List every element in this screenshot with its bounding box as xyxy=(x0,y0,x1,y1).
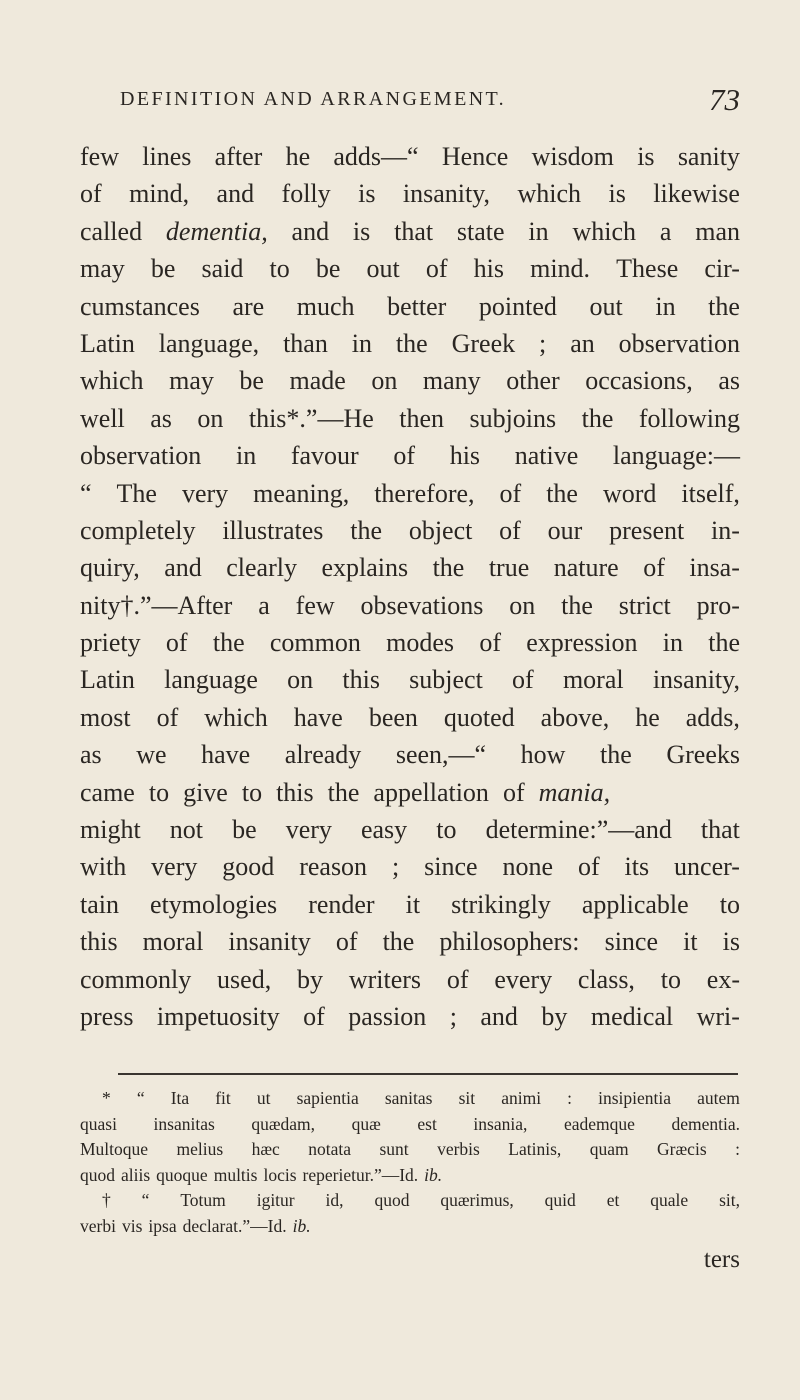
word: strikingly xyxy=(451,889,551,919)
word: passion xyxy=(348,1001,427,1031)
word: insanity xyxy=(228,927,311,957)
word: came xyxy=(80,777,135,807)
word: moral xyxy=(142,927,204,957)
word: this xyxy=(80,927,118,957)
word: be xyxy=(239,366,264,396)
word: “ xyxy=(141,1190,150,1211)
word: the xyxy=(600,740,632,770)
word: sit xyxy=(458,1088,476,1108)
word: Multoque xyxy=(80,1139,149,1160)
word: ipsa xyxy=(148,1215,177,1236)
text-line xyxy=(80,400,740,437)
word: folly xyxy=(281,179,331,209)
word: in xyxy=(351,328,372,358)
word: illustrates xyxy=(222,515,324,545)
word: Greeks xyxy=(666,740,740,770)
word: this xyxy=(276,777,314,807)
text-line xyxy=(80,848,740,885)
word: adds, xyxy=(685,702,740,732)
word: quasi xyxy=(80,1113,117,1134)
word: cumstances xyxy=(80,291,200,321)
word: sit, xyxy=(719,1190,740,1211)
word: not xyxy=(169,815,203,845)
word: of xyxy=(499,478,522,508)
word: ib. xyxy=(424,1164,443,1185)
word: Totum xyxy=(180,1190,226,1211)
word: insa- xyxy=(689,553,740,583)
word: the xyxy=(546,478,578,508)
word: philosophers: xyxy=(439,927,580,957)
word: to xyxy=(241,777,263,807)
word: and xyxy=(480,1001,518,1031)
word: that xyxy=(700,815,740,845)
word: quærimus, xyxy=(440,1190,514,1211)
word: seen,—“ xyxy=(395,740,487,770)
word: its xyxy=(624,852,650,882)
word: observation xyxy=(618,328,740,358)
word: wisdom xyxy=(531,142,614,171)
word: pro- xyxy=(696,590,740,620)
word: Latinis, xyxy=(508,1139,562,1160)
word: to xyxy=(719,889,740,919)
word: made xyxy=(289,366,346,396)
word: quædam, xyxy=(251,1113,316,1134)
word: since xyxy=(604,927,659,957)
word: quiry, xyxy=(80,553,140,583)
word: a xyxy=(659,216,672,246)
word: hæc xyxy=(251,1139,280,1160)
footnotes xyxy=(80,1086,740,1240)
word: occasions, xyxy=(585,366,693,396)
word: verbi xyxy=(80,1215,116,1236)
word: These xyxy=(616,254,679,284)
word: meaning, xyxy=(253,478,350,508)
word: of xyxy=(393,441,416,471)
word: notata xyxy=(308,1139,352,1160)
text-line xyxy=(80,624,740,661)
word: adds—“ xyxy=(333,142,419,171)
word: very xyxy=(181,478,229,508)
word: mind, xyxy=(129,179,190,209)
word: on xyxy=(287,665,314,695)
word: in xyxy=(235,441,257,471)
text-line xyxy=(80,362,740,399)
word: an xyxy=(570,328,595,358)
word: is xyxy=(608,179,626,209)
word: verbis xyxy=(437,1139,480,1160)
word: insanitas xyxy=(153,1113,215,1134)
word: he xyxy=(285,142,311,171)
page-header xyxy=(120,82,740,116)
word: dementia. xyxy=(671,1113,740,1134)
body-text xyxy=(80,138,740,1035)
word: * xyxy=(102,1088,111,1108)
word: in xyxy=(662,628,683,658)
word: pointed xyxy=(478,291,557,321)
word: as xyxy=(718,366,740,396)
word: man xyxy=(695,216,740,246)
word: the xyxy=(350,515,382,545)
word: easy xyxy=(360,815,408,845)
word: out xyxy=(366,254,400,284)
word: our xyxy=(547,515,583,545)
word: good xyxy=(222,852,275,882)
word: than xyxy=(283,328,328,358)
word: favour xyxy=(290,441,359,471)
word: state xyxy=(456,216,505,246)
word: in- xyxy=(711,515,740,545)
word: reperietur.”—Id. xyxy=(302,1164,419,1185)
word: modes xyxy=(386,628,455,658)
word: in xyxy=(655,291,676,321)
word: of xyxy=(335,927,358,957)
word: he xyxy=(635,702,660,732)
word: Greek xyxy=(451,328,516,358)
word: of xyxy=(303,1001,325,1031)
word: have xyxy=(201,740,251,770)
word: none xyxy=(502,852,554,882)
word: lines xyxy=(142,142,192,171)
word: to xyxy=(269,254,290,284)
word: uncer- xyxy=(674,852,740,882)
word: : xyxy=(567,1088,573,1108)
word: moral xyxy=(562,665,624,695)
word: Græcis xyxy=(657,1139,707,1160)
word: subject xyxy=(409,665,483,695)
word: determine:”—and xyxy=(485,815,672,845)
word: of xyxy=(643,553,665,583)
word: called xyxy=(80,216,143,246)
word: sanity xyxy=(677,142,740,171)
footnote-line xyxy=(80,1137,740,1163)
word: of xyxy=(165,628,188,658)
word: of xyxy=(479,628,501,658)
word: the xyxy=(581,403,614,433)
word: very xyxy=(151,852,198,882)
word: ; xyxy=(539,328,547,358)
word: we xyxy=(136,740,167,770)
word: † xyxy=(102,1190,111,1211)
text-line xyxy=(80,325,740,362)
word: by xyxy=(297,964,324,994)
word: of xyxy=(502,777,525,807)
word: of xyxy=(512,665,534,695)
word: the xyxy=(395,328,428,358)
text-line xyxy=(80,587,740,624)
text-line xyxy=(80,774,740,811)
text-line xyxy=(80,736,740,773)
word: is xyxy=(358,179,376,209)
word: the xyxy=(708,628,740,658)
word: after xyxy=(214,142,263,171)
text-line xyxy=(80,961,740,998)
word: insanity, xyxy=(402,179,491,209)
word: press xyxy=(80,1001,134,1031)
word: Hence xyxy=(441,142,509,171)
word: which xyxy=(572,216,637,246)
word: on xyxy=(197,403,224,433)
word: following xyxy=(638,403,740,433)
word: to xyxy=(660,964,681,994)
footnote-line xyxy=(80,1163,740,1189)
word: “ xyxy=(136,1088,145,1108)
word: of xyxy=(156,702,179,732)
text-line xyxy=(80,138,740,175)
word: already xyxy=(284,740,362,770)
word: explains xyxy=(321,553,409,583)
word: likewise xyxy=(653,179,740,209)
word: the xyxy=(432,553,465,583)
word: ib. xyxy=(292,1215,311,1236)
catchword: ters xyxy=(703,1246,740,1273)
word: language xyxy=(164,665,258,695)
word: autem xyxy=(697,1088,740,1108)
word: may xyxy=(169,366,214,396)
running-head: DEFINITION AND ARRANGEMENT. xyxy=(120,88,507,110)
word: ; xyxy=(391,852,400,882)
word: mind. xyxy=(530,254,591,284)
word: which xyxy=(204,702,268,732)
text-line xyxy=(80,175,740,212)
text-line xyxy=(80,475,740,512)
word: : xyxy=(735,1139,740,1160)
word: language:— xyxy=(612,441,740,471)
word: ; xyxy=(449,1001,457,1031)
word: the xyxy=(561,590,593,620)
word: native xyxy=(514,441,579,471)
word: quoted xyxy=(443,702,515,732)
word: it xyxy=(683,927,698,957)
italic-term: dementia, xyxy=(165,216,268,246)
word: a xyxy=(258,590,270,620)
word: his xyxy=(473,254,504,284)
word: class, xyxy=(577,964,635,994)
text-line xyxy=(80,288,740,325)
word: strict xyxy=(618,590,671,620)
word: sanitas xyxy=(384,1088,433,1108)
footnote-line xyxy=(80,1112,740,1138)
word: declarat.”—Id. xyxy=(182,1215,287,1236)
word: quale xyxy=(650,1190,689,1211)
footnote-rule xyxy=(118,1073,738,1075)
word: nity†.”—After xyxy=(80,590,233,620)
word: the xyxy=(708,291,740,321)
word: be xyxy=(315,254,341,284)
word: fit xyxy=(215,1088,231,1108)
italic-term: mania, xyxy=(538,777,611,807)
word: that xyxy=(394,216,434,246)
word: of xyxy=(577,852,600,882)
word: true xyxy=(488,553,530,583)
word: subjoins xyxy=(469,403,557,433)
word: ex- xyxy=(706,964,740,994)
word: multis xyxy=(213,1164,258,1185)
word: the xyxy=(382,927,415,957)
word: locis xyxy=(263,1164,297,1185)
word: to xyxy=(148,777,170,807)
word: insipientia xyxy=(598,1088,671,1108)
word: insania, xyxy=(473,1113,528,1134)
word: few xyxy=(295,590,335,620)
word: to xyxy=(436,815,457,845)
word: by xyxy=(541,1001,568,1031)
word: with xyxy=(80,852,127,882)
word: insanity, xyxy=(652,665,740,695)
word: since xyxy=(424,852,478,882)
word: writers xyxy=(348,964,422,994)
word: est xyxy=(417,1113,437,1134)
word: how xyxy=(520,740,566,770)
word: on xyxy=(371,366,398,396)
word: word xyxy=(602,478,657,508)
footnote-line xyxy=(80,1214,740,1240)
word: Latin xyxy=(80,665,135,695)
text-line xyxy=(80,699,740,736)
word: obsevations xyxy=(360,590,484,620)
word: quod xyxy=(80,1164,115,1185)
word: this xyxy=(342,665,380,695)
word: Ita xyxy=(170,1088,190,1108)
word: the xyxy=(212,628,245,658)
word: is xyxy=(352,216,371,246)
word: said xyxy=(201,254,244,284)
page-number: 73 xyxy=(709,82,740,117)
word: ut xyxy=(256,1088,271,1108)
word: every xyxy=(494,964,553,994)
word: clearly xyxy=(226,553,297,583)
word: be xyxy=(150,254,176,284)
footnote-line xyxy=(80,1188,740,1214)
word: sapientia xyxy=(296,1088,359,1108)
word: vis xyxy=(121,1215,143,1236)
word: quæ xyxy=(351,1113,381,1134)
word: it xyxy=(405,889,421,919)
word: sunt xyxy=(379,1139,409,1160)
word: tain xyxy=(80,889,119,919)
word: better xyxy=(387,291,447,321)
word: of xyxy=(425,254,448,284)
word: which xyxy=(80,366,144,396)
word: may xyxy=(80,254,125,284)
word: object xyxy=(408,515,473,545)
word: Latin xyxy=(80,328,135,358)
word: and xyxy=(216,179,255,209)
word: wri- xyxy=(696,1001,740,1031)
word: most xyxy=(80,702,131,732)
word: be xyxy=(232,815,257,845)
word: impetuosity xyxy=(156,1001,280,1031)
word: completely xyxy=(80,515,196,545)
word: of xyxy=(80,179,102,209)
text-line xyxy=(80,998,740,1035)
word: is xyxy=(722,927,740,957)
word: the xyxy=(327,777,360,807)
word: render xyxy=(308,889,375,919)
word: eademque xyxy=(563,1113,635,1134)
text-line xyxy=(80,661,740,698)
word: other xyxy=(506,366,560,396)
word: few xyxy=(80,142,119,171)
word: give xyxy=(183,777,228,807)
word: priety xyxy=(80,628,141,658)
word: appellation xyxy=(373,777,489,807)
text-line xyxy=(80,213,740,250)
word: and xyxy=(291,216,330,246)
word: quid xyxy=(544,1190,576,1211)
word: been xyxy=(368,702,418,732)
word: quoque xyxy=(156,1164,208,1185)
word: is xyxy=(637,142,655,171)
word: therefore, xyxy=(374,478,475,508)
text-line xyxy=(80,512,740,549)
word: then xyxy=(399,403,444,433)
word: reason xyxy=(299,852,368,882)
word: above, xyxy=(540,702,610,732)
text-line xyxy=(80,811,740,848)
word: nature xyxy=(553,553,619,583)
word: observation xyxy=(80,441,202,471)
word: in xyxy=(528,216,549,246)
text-line xyxy=(80,250,740,287)
word: and xyxy=(164,553,202,583)
word: igitur xyxy=(256,1190,295,1211)
text-line xyxy=(80,437,740,474)
text-line xyxy=(80,886,740,923)
text-line xyxy=(80,549,740,586)
word: out xyxy=(589,291,623,321)
word: as xyxy=(150,403,172,433)
word: “ xyxy=(80,478,92,508)
word: which xyxy=(517,179,582,209)
footnote-line xyxy=(80,1086,740,1112)
word: present xyxy=(609,515,685,545)
word: his xyxy=(449,441,481,471)
word: on xyxy=(509,590,536,620)
word: might xyxy=(80,815,141,845)
word: this*.”—He xyxy=(248,403,374,433)
word: of xyxy=(499,515,521,545)
word: id, xyxy=(325,1190,344,1211)
word: are xyxy=(232,291,265,321)
word: common xyxy=(269,628,361,658)
word: many xyxy=(422,366,481,396)
word: animi xyxy=(501,1088,542,1108)
word: melius xyxy=(176,1139,224,1160)
word: The xyxy=(116,478,157,508)
word: much xyxy=(296,291,355,321)
word: commonly xyxy=(80,964,192,994)
word: aliis xyxy=(121,1164,151,1185)
word: et xyxy=(606,1190,620,1211)
word: applicable xyxy=(581,889,689,919)
word: quam xyxy=(589,1139,629,1160)
word: quod xyxy=(374,1190,410,1211)
word: used, xyxy=(217,964,272,994)
word: very xyxy=(285,815,332,845)
text-line xyxy=(80,923,740,960)
word: as xyxy=(80,740,102,770)
word: itself, xyxy=(681,478,740,508)
word: have xyxy=(293,702,343,732)
word: expression xyxy=(526,628,638,658)
word: medical xyxy=(590,1001,674,1031)
word: well xyxy=(80,403,125,433)
word: etymologies xyxy=(150,889,278,919)
word: language, xyxy=(158,328,260,358)
word: cir- xyxy=(704,254,740,284)
word: of xyxy=(446,964,469,994)
